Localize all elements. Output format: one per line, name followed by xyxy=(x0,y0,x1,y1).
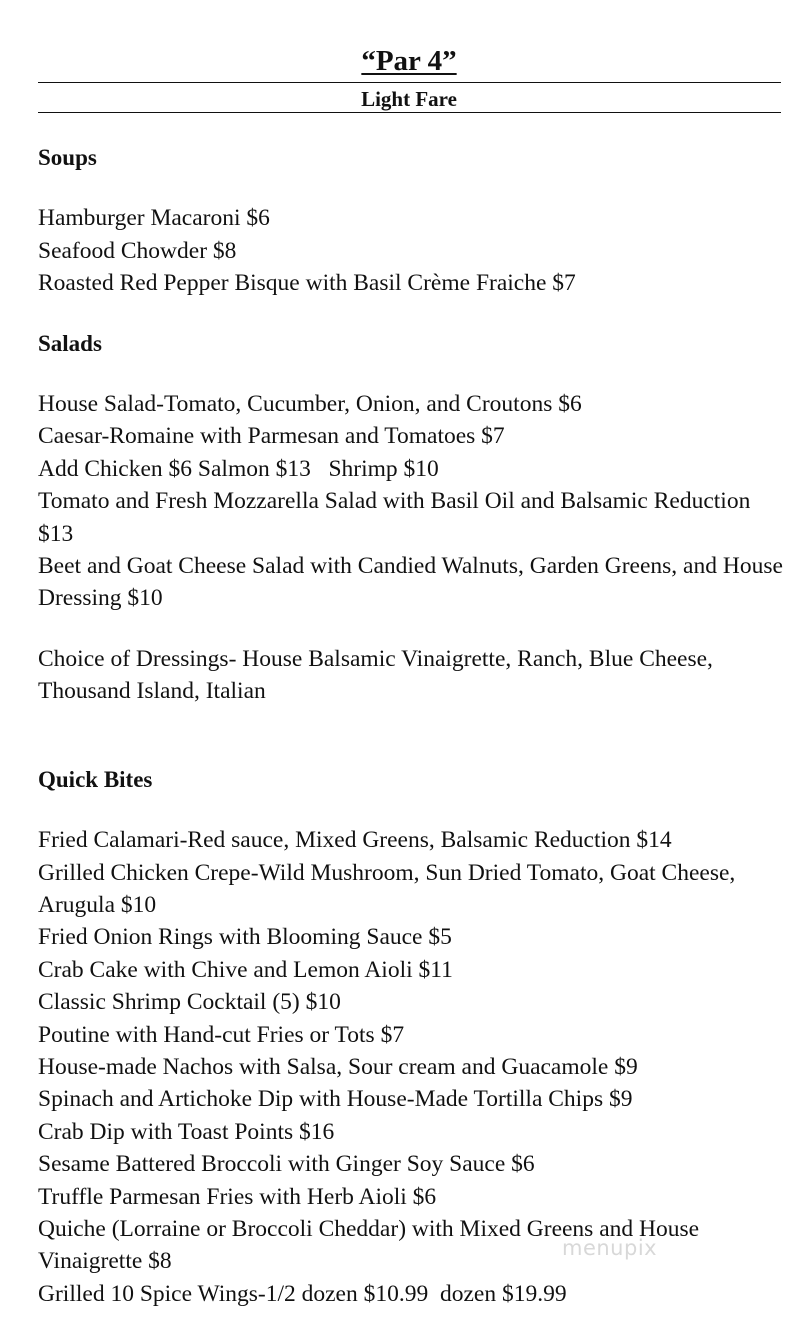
menu-item: Truffle Parmesan Fries with Herb Aioli $6 xyxy=(38,1183,437,1210)
menu-item: Quiche (Lorraine or Broccoli Cheddar) with Mixed Greens and House Vinaigrette $8 xyxy=(38,1215,705,1275)
spacer xyxy=(38,708,783,764)
salads-list xyxy=(38,388,789,615)
menu-item: Sesame Battered Broccoli with Ginger Soy Sauce $6 xyxy=(38,1151,535,1178)
menu-item: Seafood Chowder $8 xyxy=(38,237,237,264)
subtitle-divider xyxy=(38,112,781,113)
menu-title: “Par 4” xyxy=(361,45,457,77)
section-heading-quick-bites: Quick Bites xyxy=(38,766,153,792)
menu-item: Classic Shrimp Cocktail (5) $10 xyxy=(38,989,341,1016)
section-quick-bites xyxy=(38,764,783,1311)
menu-item: Beet and Goat Cheese Salad with Candied Walnuts, Garden Greens, and House Dressing $10 xyxy=(38,553,789,612)
title-divider xyxy=(38,82,781,83)
menu-item: Caesar-Romaine with Parmesan and Tomatoes $7 xyxy=(38,423,505,450)
quick-bites-list xyxy=(38,824,783,1310)
menu-item: Add Chicken $6 Salmon $13 Shrimp $10 xyxy=(38,455,439,482)
menu-item: Tomato and Fresh Mozzarella Salad with Basil Oil and Balsamic Reduction $13 xyxy=(38,488,757,547)
section-salads xyxy=(38,328,789,708)
watermark-logo: menupix xyxy=(562,1236,658,1260)
section-heading-soups: Soups xyxy=(38,145,97,170)
menu-item: Crab Cake with Chive and Lemon Aioli $11 xyxy=(38,956,453,983)
soups-list xyxy=(38,202,783,299)
section-heading-salads: Salads xyxy=(38,330,102,356)
menu-item: Grilled 10 Spice Wings-1/2 dozen $10.99 dozen $19.99 xyxy=(38,1280,567,1307)
menu-item: Hamburger Macaroni $6 xyxy=(38,205,270,232)
spacer xyxy=(38,796,783,824)
spacer xyxy=(38,615,783,643)
dressings-note: Choice of Dressings- House Balsamic Vinaigrette, Ranch, Blue Cheese, Thousand Island, Italian xyxy=(38,645,719,705)
menu-item: House Salad-Tomato, Cucumber, Onion, and Croutons $6 xyxy=(38,391,582,418)
menu-item: Grilled Chicken Crepe-Wild Mushroom, Sun Dried Tomato, Goat Cheese, Arugula $10 xyxy=(38,859,740,918)
spacer xyxy=(38,300,783,328)
menu-content xyxy=(38,142,789,1310)
spacer xyxy=(38,174,783,202)
spacer xyxy=(38,360,783,388)
menu-item: Crab Dip with Toast Points $16 xyxy=(38,1118,335,1145)
menu-item: Poutine with Hand-cut Fries or Tots $7 xyxy=(38,1021,405,1048)
menu-subtitle: Light Fare xyxy=(361,87,457,111)
menu-item: Fried Onion Rings with Blooming Sauce $5 xyxy=(38,924,452,951)
menu-item: Roasted Red Pepper Bisque with Basil Crème Fraiche $7 xyxy=(38,270,576,297)
menu-item: Spinach and Artichoke Dip with House-Made Tortilla Chips $9 xyxy=(38,1086,633,1113)
menu-item: Fried Calamari-Red sauce, Mixed Greens, Balsamic Reduction $14 xyxy=(38,827,672,854)
section-soups xyxy=(38,142,783,300)
menu-item: House-made Nachos with Salsa, Sour cream and Guacamole $9 xyxy=(38,1053,638,1080)
